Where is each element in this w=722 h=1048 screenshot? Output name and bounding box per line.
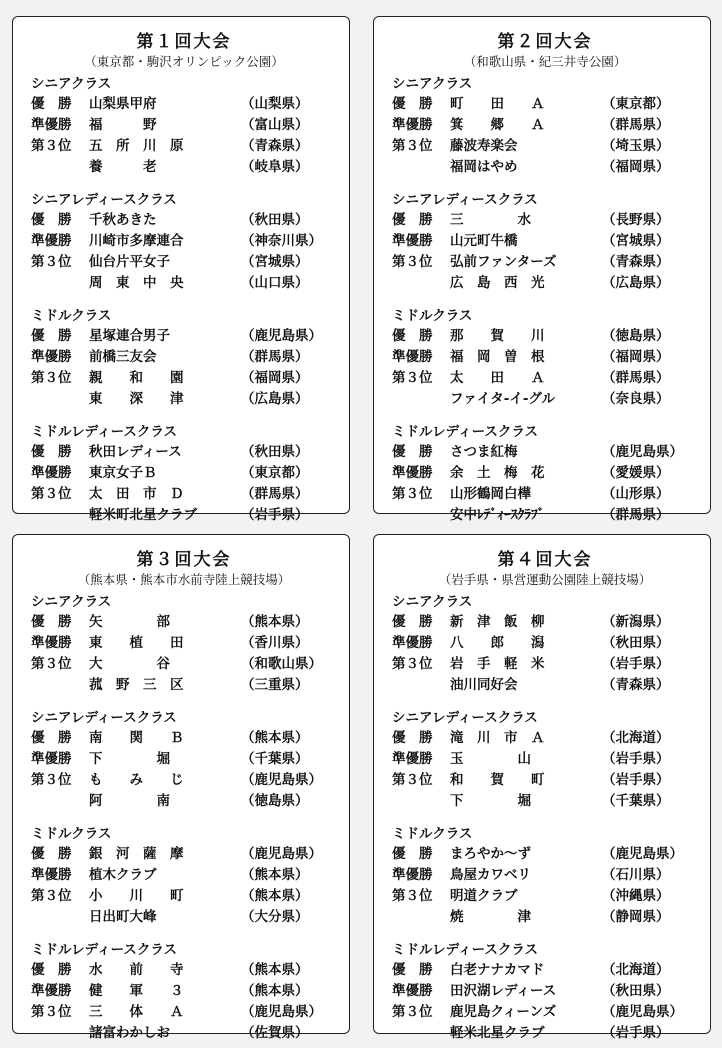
team-name: 東京女子Ｂ xyxy=(89,465,157,481)
class-section xyxy=(392,940,698,1044)
class-name: ミドルクラス xyxy=(392,308,473,324)
rank-label: 第３位 xyxy=(31,370,72,386)
prefecture: （群馬県） xyxy=(602,370,670,386)
rank-label: 準優勝 xyxy=(31,117,72,133)
prefecture: （徳島県） xyxy=(241,793,309,809)
class-section xyxy=(392,824,698,928)
team-name: 広 島 西 光 xyxy=(450,275,545,291)
prefecture: （岩手県） xyxy=(602,772,670,788)
class-name: シニアクラス xyxy=(31,594,112,610)
rank-label: 準優勝 xyxy=(392,349,433,365)
rank-label: 準優勝 xyxy=(392,233,433,249)
tournament-card xyxy=(12,534,350,1041)
prefecture: （和歌山県） xyxy=(241,656,322,672)
rank-label: 優 勝 xyxy=(392,212,433,228)
team-name: 養 老 xyxy=(89,159,157,175)
class-name: シニアクラス xyxy=(392,76,473,92)
team-name: 軽米北星クラブ xyxy=(450,1025,545,1041)
result-row xyxy=(31,136,337,157)
team-name: 明道クラブ xyxy=(450,888,518,904)
result-row xyxy=(392,654,698,675)
team-name: 藤波寿楽会 xyxy=(450,138,518,154)
prefecture: （宮城県） xyxy=(602,233,670,249)
rank-label: 第３位 xyxy=(392,772,433,788)
class-section xyxy=(392,708,698,812)
result-row xyxy=(31,273,337,294)
rank-label: 優 勝 xyxy=(31,444,72,460)
result-row xyxy=(31,907,337,928)
prefecture: （鹿児島県） xyxy=(602,1004,683,1020)
rank-label: 優 勝 xyxy=(31,962,72,978)
class-section xyxy=(31,940,337,1044)
team-name: 新 津 飯 柳 xyxy=(450,614,545,630)
prefecture: （秋田県） xyxy=(241,444,309,460)
prefecture: （福岡県） xyxy=(241,370,309,386)
result-row xyxy=(31,347,337,368)
rank-label: 第３位 xyxy=(392,486,433,502)
rank-label: 準優勝 xyxy=(392,117,433,133)
tournament-title: 第２回大会 xyxy=(497,32,593,52)
rank-label: 優 勝 xyxy=(31,96,72,112)
rank-label: 準優勝 xyxy=(31,983,72,999)
tournament-title: 第４回大会 xyxy=(497,550,593,570)
class-name: シニアレディースクラス xyxy=(392,192,538,208)
result-row xyxy=(31,981,337,1002)
prefecture: （鹿児島県） xyxy=(241,772,322,788)
rank-label: 準優勝 xyxy=(31,349,72,365)
team-name: 田沢湖レディース xyxy=(450,983,557,999)
rank-label: 準優勝 xyxy=(392,751,433,767)
prefecture: （北海道） xyxy=(602,962,670,978)
result-row xyxy=(31,210,337,231)
prefecture: （岩手県） xyxy=(602,656,670,672)
class-section xyxy=(31,74,337,178)
team-name: 諸富わかしお xyxy=(89,1025,170,1041)
result-row xyxy=(392,1023,698,1044)
team-name: 菰 野 三 区 xyxy=(89,677,184,693)
result-row xyxy=(31,252,337,273)
class-section xyxy=(31,708,337,812)
team-name: まろやか～ず xyxy=(450,846,531,862)
result-row xyxy=(392,115,698,136)
rank-label: 第３位 xyxy=(31,138,72,154)
class-section xyxy=(392,190,698,294)
result-row xyxy=(31,960,337,981)
team-name: 小 川 町 xyxy=(89,888,184,904)
prefecture: （岩手県） xyxy=(602,1025,670,1041)
team-name: 下 堀 xyxy=(450,793,531,809)
result-row xyxy=(31,442,337,463)
rank-label: 第３位 xyxy=(31,254,72,270)
class-section xyxy=(392,74,698,178)
result-row xyxy=(392,94,698,115)
tournament-venue: （岩手県・県営運動公園陸上競技場） xyxy=(438,572,652,587)
result-row xyxy=(392,389,698,410)
rank-label: 第３位 xyxy=(31,772,72,788)
result-row xyxy=(392,886,698,907)
rank-label: 優 勝 xyxy=(31,614,72,630)
team-name: 軽米町北星クラブ xyxy=(89,507,197,523)
result-row xyxy=(31,633,337,654)
result-row xyxy=(392,505,698,526)
prefecture: （三重県） xyxy=(241,677,309,693)
rank-label: 優 勝 xyxy=(31,212,72,228)
rank-label: 優 勝 xyxy=(392,444,433,460)
prefecture: （大分県） xyxy=(241,909,309,925)
team-name: 安中ﾚﾃﾞｨｰｽｸﾗﾌﾞ xyxy=(450,507,545,523)
class-section xyxy=(31,190,337,294)
prefecture: （千葉県） xyxy=(602,793,670,809)
result-row xyxy=(31,865,337,886)
class-name: シニアレディースクラス xyxy=(392,710,538,726)
rank-label: 第３位 xyxy=(31,888,72,904)
team-name: 太 田 Ａ xyxy=(450,370,545,386)
class-name: ミドルクラス xyxy=(31,308,112,324)
team-name: 白老ナナカマド xyxy=(450,962,545,978)
team-name: も み じ xyxy=(89,772,184,788)
prefecture: （新潟県） xyxy=(602,614,670,630)
prefecture: （北海道） xyxy=(602,730,670,746)
prefecture: （愛媛県） xyxy=(602,465,670,481)
rank-label: 準優勝 xyxy=(392,465,433,481)
prefecture: （奈良県） xyxy=(602,391,670,407)
team-name: 阿 南 xyxy=(89,793,170,809)
prefecture: （熊本県） xyxy=(241,867,309,883)
prefecture: （福岡県） xyxy=(602,159,670,175)
result-row xyxy=(31,728,337,749)
result-row xyxy=(31,770,337,791)
team-name: 星塚連合男子 xyxy=(89,328,170,344)
result-row xyxy=(31,791,337,812)
team-name: 鳥屋カワベリ xyxy=(450,867,531,883)
team-name: 秋田レディース xyxy=(89,444,182,460)
result-row xyxy=(392,157,698,178)
team-name: 矢 部 xyxy=(89,614,170,630)
rank-label: 準優勝 xyxy=(392,635,433,651)
class-section xyxy=(31,306,337,410)
prefecture: （青森県） xyxy=(602,677,670,693)
prefecture: （岩手県） xyxy=(241,507,309,523)
prefecture: （神奈川県） xyxy=(241,233,322,249)
team-name: 那 賀 川 xyxy=(450,328,545,344)
result-row xyxy=(31,505,337,526)
rank-label: 準優勝 xyxy=(31,465,72,481)
class-name: ミドルクラス xyxy=(392,826,473,842)
team-name: 三 体 Ａ xyxy=(89,1004,184,1020)
prefecture: （富山県） xyxy=(241,117,309,133)
prefecture: （千葉県） xyxy=(241,751,309,767)
tournament-title: 第１回大会 xyxy=(136,32,232,52)
team-name: 周 東 中 央 xyxy=(89,275,184,291)
team-name: 健 軍 ３ xyxy=(89,983,184,999)
prefecture: （秋田県） xyxy=(602,635,670,651)
prefecture: （佐賀県） xyxy=(241,1025,309,1041)
tournament-card xyxy=(373,16,711,523)
rank-label: 優 勝 xyxy=(31,328,72,344)
result-row xyxy=(392,960,698,981)
prefecture: （沖縄県） xyxy=(602,888,670,904)
class-name: ミドルレディースクラス xyxy=(31,942,178,958)
rank-label: 準優勝 xyxy=(31,233,72,249)
rank-label: 第３位 xyxy=(31,486,72,502)
class-name: ミドルクラス xyxy=(31,826,112,842)
result-row xyxy=(392,728,698,749)
prefecture: （宮城県） xyxy=(241,254,309,270)
prefecture: （岩手県） xyxy=(602,751,670,767)
team-name: ファイタ-イ-グル xyxy=(450,391,556,407)
prefecture: （熊本県） xyxy=(241,730,309,746)
team-name: 油川同好会 xyxy=(450,677,518,693)
result-row xyxy=(392,273,698,294)
prefecture: （徳島県） xyxy=(602,328,670,344)
team-name: 福岡はやめ xyxy=(450,159,518,175)
tournament-venue: （東京都・駒沢オリンピック公園） xyxy=(84,54,284,69)
team-name: さつま紅梅 xyxy=(450,444,518,460)
team-name: 福 野 xyxy=(89,117,157,133)
class-name: ミドルレディースクラス xyxy=(31,424,178,440)
rank-label: 第３位 xyxy=(31,1004,72,1020)
team-name: 南 関 Ｂ xyxy=(89,730,184,746)
result-row xyxy=(392,252,698,273)
team-name: 川崎市多摩連合 xyxy=(89,233,184,249)
prefecture: （山梨県） xyxy=(241,96,309,112)
team-name: 玉 山 xyxy=(450,751,531,767)
prefecture: （秋田県） xyxy=(241,212,309,228)
result-row xyxy=(31,484,337,505)
rank-label: 第３位 xyxy=(392,370,433,386)
prefecture: （青森県） xyxy=(241,138,309,154)
result-row xyxy=(31,157,337,178)
prefecture: （群馬県） xyxy=(602,507,670,523)
result-row xyxy=(392,347,698,368)
class-section xyxy=(392,422,698,526)
team-name: 日出町大峰 xyxy=(89,909,157,925)
result-row xyxy=(31,1023,337,1044)
team-name: 箕 郷 Ａ xyxy=(450,117,545,133)
prefecture: （静岡県） xyxy=(602,909,670,925)
team-name: 山梨県甲府 xyxy=(89,96,157,112)
class-name: シニアクラス xyxy=(392,594,473,610)
team-name: 大 谷 xyxy=(89,656,170,672)
tournament-venue: （熊本県・熊本市水前寺陸上競技場） xyxy=(77,572,291,587)
prefecture: （鹿児島県） xyxy=(241,1004,322,1020)
team-name: 太 田 市 Ｄ xyxy=(89,486,184,502)
rank-label: 優 勝 xyxy=(392,846,433,862)
team-name: 和 賀 町 xyxy=(450,772,545,788)
result-row xyxy=(392,484,698,505)
rank-label: 優 勝 xyxy=(392,96,433,112)
result-row xyxy=(392,442,698,463)
prefecture: （東京都） xyxy=(602,96,670,112)
class-name: ミドルレディースクラス xyxy=(392,942,539,958)
team-name: 弘前ファンターズ xyxy=(450,254,557,270)
team-name: 山元町牛橋 xyxy=(450,233,518,249)
team-name: 仙台片平女子 xyxy=(89,254,170,270)
team-name: 鹿児島クィーンズ xyxy=(450,1004,557,1020)
prefecture: （岐阜県） xyxy=(241,159,309,175)
result-row xyxy=(392,865,698,886)
class-section xyxy=(392,592,698,696)
prefecture: （石川県） xyxy=(602,867,670,883)
team-name: 岩 手 軽 米 xyxy=(450,656,545,672)
prefecture: （広島県） xyxy=(602,275,670,291)
team-name: 前橋三友会 xyxy=(89,349,157,365)
prefecture: （山形県） xyxy=(602,486,670,502)
class-section xyxy=(392,306,698,410)
team-name: 福 岡 曽 根 xyxy=(450,349,545,365)
result-row xyxy=(392,749,698,770)
team-name: 植木クラブ xyxy=(89,867,157,883)
class-name: ミドルレディースクラス xyxy=(392,424,539,440)
prefecture: （鹿児島県） xyxy=(602,444,683,460)
prefecture: （鹿児島県） xyxy=(241,328,322,344)
prefecture: （鹿児島県） xyxy=(602,846,683,862)
prefecture: （熊本県） xyxy=(241,983,309,999)
prefecture: （香川県） xyxy=(241,635,309,651)
rank-label: 優 勝 xyxy=(31,730,72,746)
team-name: 水 前 寺 xyxy=(89,962,184,978)
rank-label: 準優勝 xyxy=(392,983,433,999)
result-row xyxy=(392,791,698,812)
result-row xyxy=(31,368,337,389)
rank-label: 優 勝 xyxy=(392,614,433,630)
result-row xyxy=(392,136,698,157)
result-row xyxy=(31,115,337,136)
rank-label: 優 勝 xyxy=(31,846,72,862)
prefecture: （秋田県） xyxy=(602,983,670,999)
rank-label: 第３位 xyxy=(392,888,433,904)
result-row xyxy=(31,463,337,484)
result-row xyxy=(392,844,698,865)
result-row xyxy=(392,907,698,928)
rank-label: 準優勝 xyxy=(392,867,433,883)
team-name: 滝 川 市 Ａ xyxy=(450,730,545,746)
rank-label: 第３位 xyxy=(392,1004,433,1020)
prefecture: （群馬県） xyxy=(602,117,670,133)
result-row xyxy=(392,633,698,654)
result-row xyxy=(31,844,337,865)
tournament-venue: （和歌山県・紀三井寺公園） xyxy=(463,54,627,69)
team-name: 町 田 Ａ xyxy=(450,96,545,112)
team-name: 五 所 川 原 xyxy=(89,138,184,154)
prefecture: （熊本県） xyxy=(241,962,309,978)
prefecture: （熊本県） xyxy=(241,888,309,904)
result-row xyxy=(31,389,337,410)
class-section xyxy=(31,824,337,928)
rank-label: 準優勝 xyxy=(31,867,72,883)
team-name: 八 郎 潟 xyxy=(450,635,545,651)
result-row xyxy=(392,463,698,484)
class-name: シニアレディースクラス xyxy=(31,192,177,208)
rank-label: 第３位 xyxy=(392,656,433,672)
team-name: 下 堀 xyxy=(89,751,170,767)
rank-label: 第３位 xyxy=(31,656,72,672)
result-row xyxy=(392,326,698,347)
team-name: 余 土 梅 花 xyxy=(450,465,545,481)
result-row xyxy=(31,326,337,347)
team-name: 東 深 津 xyxy=(89,391,184,407)
tournament-card xyxy=(12,16,350,523)
result-row xyxy=(31,94,337,115)
class-section xyxy=(31,422,337,526)
team-name: 三 水 xyxy=(450,212,531,228)
class-name: シニアレディースクラス xyxy=(31,710,177,726)
result-row xyxy=(392,612,698,633)
team-name: 千秋あきた xyxy=(89,212,157,228)
prefecture: （山口県） xyxy=(241,275,309,291)
prefecture: （東京都） xyxy=(241,465,309,481)
class-section xyxy=(31,592,337,696)
result-row xyxy=(392,368,698,389)
rank-label: 第３位 xyxy=(392,138,433,154)
result-row xyxy=(31,1002,337,1023)
rank-label: 優 勝 xyxy=(392,328,433,344)
result-row xyxy=(392,1002,698,1023)
rank-label: 準優勝 xyxy=(31,751,72,767)
tournament-title: 第３回大会 xyxy=(136,550,232,570)
tournament-card xyxy=(373,534,711,1041)
team-name: 東 植 田 xyxy=(89,635,184,651)
result-row xyxy=(392,675,698,696)
result-row xyxy=(31,749,337,770)
rank-label: 優 勝 xyxy=(392,962,433,978)
prefecture: （広島県） xyxy=(241,391,309,407)
prefecture: （青森県） xyxy=(602,254,670,270)
result-row xyxy=(392,981,698,1002)
result-row xyxy=(31,886,337,907)
class-name: シニアクラス xyxy=(31,76,112,92)
prefecture: （福岡県） xyxy=(602,349,670,365)
result-row xyxy=(31,231,337,252)
rank-label: 準優勝 xyxy=(31,635,72,651)
rank-label: 優 勝 xyxy=(392,730,433,746)
result-row xyxy=(31,675,337,696)
result-row xyxy=(392,210,698,231)
result-row xyxy=(31,612,337,633)
result-row xyxy=(31,654,337,675)
team-name: 親 和 園 xyxy=(89,370,184,386)
result-row xyxy=(392,231,698,252)
team-name: 山形鶴岡白樺 xyxy=(450,486,531,502)
prefecture: （熊本県） xyxy=(241,614,309,630)
prefecture: （埼玉県） xyxy=(602,138,670,154)
prefecture: （群馬県） xyxy=(241,486,309,502)
prefecture: （長野県） xyxy=(602,212,670,228)
prefecture: （群馬県） xyxy=(241,349,309,365)
team-name: 銀 河 薩 摩 xyxy=(89,846,184,862)
result-row xyxy=(392,770,698,791)
rank-label: 第３位 xyxy=(392,254,433,270)
team-name: 焼 津 xyxy=(450,909,531,925)
prefecture: （鹿児島県） xyxy=(241,846,322,862)
